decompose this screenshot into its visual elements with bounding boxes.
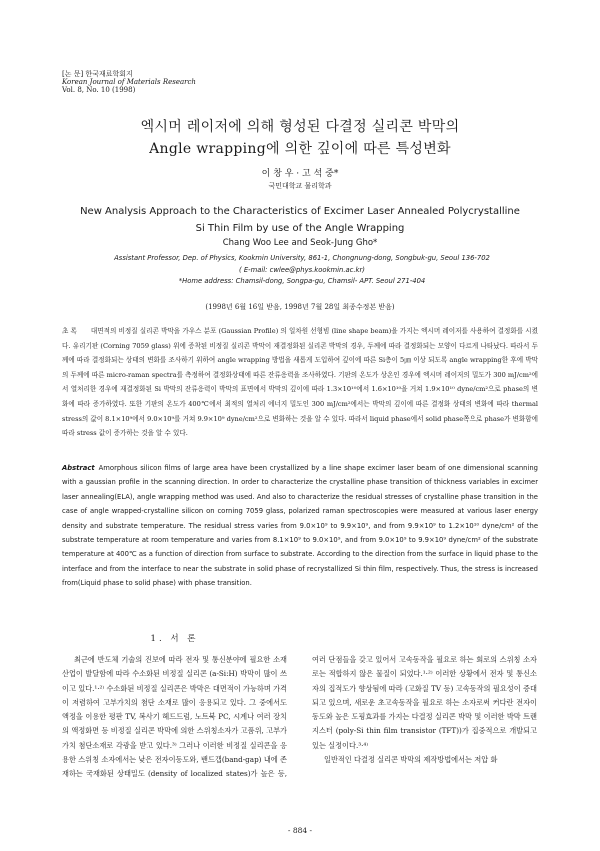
affiliation-english <box>62 253 542 288</box>
affiliation-email: ( E-mail: cwlee@phys.kookmin.ac.kr) <box>239 265 365 274</box>
journal-name-ko: [논 문] 한국재료학회지 <box>62 70 133 78</box>
journal-volume: Vol. 8, No. 10 (1998) <box>62 86 136 94</box>
authors-korean: 이 창 우 · 고 석 중* <box>261 169 339 179</box>
abstract-korean <box>62 324 538 441</box>
affiliation-english-line1: Assistant Professor, Dep. of Physics, Kookmin University, 861-1, Chongnung-dong, Songbuk-gu, Seoul 136-702 <box>114 254 490 262</box>
introduction-paragraph-2: 일반적인 다결정 실리콘 박막의 제작방법에서는 저압 화 <box>324 755 498 765</box>
introduction-body <box>62 653 537 823</box>
abstract-korean-text: 대면적의 비정질 실리콘 박막을 가우스 분포 (Gaussian Profile) 의 일차원 선형빔 (line shape beam)을 가지는 엑시머 레이저를 사용하여 결정화를 시켰다. 유리기판 (Corning 7059 glass) 위에 증착된 비정질 실리콘 박막이 재결정화된 실리콘 박막의 경우, 두께에 따라 결정화되는 모양이 다르게 나타났다. 따라서 두께에 따라 결정화되는 상태의 변화를 조사하기 위하여 angle wrapping 방법을 새롭게 도입하여 깊이에 따른 Si층이 5㎛ 이상 되도록 angle wrapping한 후에 박막의 두께에 따른 micro-raman spectra를 측정하여 결정화상태에 따른 잔류응력을 조사하였다. 기판의 온도가 상온인 경우에 엑시머 레이저의 밀도가 300 mJ/cm²에서 열처리한 경우에 재결정화된 Si 박막의 잔류응력이 박막의 표면에서 박막의 깊이에 따라 1.3×10¹⁰에서 1.6×10¹⁰을 거쳐 1.9×10¹⁰ dyne/cm²으로 phase의 변화에 따라 증가하였다. 또한 기판의 온도가 400℃에서 최적의 열처리 에너지 밀도인 300 mJ/cm²에서는 박막의 깊이에 따른 결정화 상태의 변화에 따라 thermal stress의 값이 8.1×10⁹에서 9.0×10⁹를 거쳐 9.9×10⁹ dyne/cm²으로 변화하는 것을 알 수 있다. 따라서 liquid phase에서 solid phase쪽으로 phase가 변화함에 따라 stress 값이 증가하는 것을 알 수 있다. <box>62 327 538 438</box>
title-korean-line2: Angle wrapping에 의한 깊이에 따른 특성변화 <box>149 141 451 157</box>
title-english-line1: New Analysis Approach to the Characteristics of Excimer Laser Annealed Polycrystalline <box>80 206 520 217</box>
affiliation-home-address: *Home address: Chamsil-dong, Songpa-gu, Chamsil- APT. Seoul 271-404 <box>178 277 426 285</box>
section-heading-introduction: 1. 서 론 <box>150 634 199 644</box>
affiliation-korean: 국민대학교 물리학과 <box>268 182 332 190</box>
authors-english: Chang Woo Lee and Seok-Jung Gho* <box>222 238 378 248</box>
abstract-english-text: Amorphous silicon films of large area have been crystallized by a line shape excimer laser beam of one dimensional scanning with a gaussian profile in the scanning direction. In order to characterize the crystalline phase transition of thickness variables in excimer laser annealing(ELA), angle wrapping method was used. And also to characterize the residual stresses of crystalline phase transition in the case of angle wrapped-crystalline silicon on corning 7059 glass, polarized raman spectroscopies were measured at various laser energy density and substrate temperature. The residual stress varies from 9.0×10⁹ to 9.9×10⁹, and from 9.9×10⁹ to 1.2×10¹⁰ dyne/cm² of the substrate temperature at room temperature and varies from 8.1×10⁹ to 9.0×10⁹, and from 9.0×10⁹ to 9.9×10⁹ dyne/cm² of the substrate temperature at 400℃ as a function of direction from surface to substrate. According to the direction from the surface in liquid phase to the interface and from the interface to near the substrate in solid phase of recrystallized Si thin film, respectively. Thus, the stress is increased from(Liquid phase to solid phase) with phase transition. <box>62 464 538 588</box>
title-korean <box>0 116 600 160</box>
introduction-paragraph-1: 최근에 반도체 기술의 진보에 따라 전자 및 통신분야에 필요한 소재산업이 발달함에 따라 수소화된 비정질 실리콘 (a-Si:H) 박막이 많이 쓰이고 있다.¹·²⁾ 수소화된 비정질 실리콘은 박막은 대면적이 가능하며 가격이 저렴하여 고부가치의 첨단 소재로 많이 응용되고 있다. 그 중에서도 액정을 이용한 평판 TV, 복사기 헤드드럼, 노트북 PC, 시계나 여러 장치의 액정화면 등 비정질 실리콘 박막에 의한 스위칭소자가 고품위, 고부가가치 첨단소재로 각광을 받고 있다.³⁾ 그러나 이러한 비정질 실리콘을 응용한 스위칭 소자에서는 낮은 전자이동도와, 밴드갭(band-gap) 내에 존재하는 국재화된 상태밀도 (density of localized states)가 높은 등, 여러 단점들을 갖고 있어서 고속동작을 필요로 하는 회로의 스위칭 소자로는 적합하지 않은 물질이 되었다.¹·²⁾ 이러한 상황에서 전자 및 통신소자의 집적도가 향상됨에 따라 (고화질 TV 등) 고속동작의 필요성이 증대되고 있으며, 새로운 초고속동작을 필요로 하는 소자로써 커다란 전자이동도와 높은 도핑효과를 가지는 다결정 실리콘 박막 및 이러한 박막 트랜지스터 (poly-Si thin film transistor (TFT))가 집중적으로 개발되고 있는 실정이다.³·⁴⁾ <box>62 655 537 779</box>
page-number: - 884 - <box>287 826 313 835</box>
journal-name-en: Korean Journal of Materials Research <box>62 78 196 86</box>
title-english-line2: Si Thin Film by use of the Angle Wrapping <box>195 223 405 234</box>
title-english <box>0 203 600 237</box>
abstract-english-label: Abstract <box>62 464 95 472</box>
title-korean-line1: 엑시머 레이저에 의해 형성된 다결정 실리콘 박막의 <box>140 119 460 135</box>
received-dates: (1998년 6월 16일 받음, 1998년 7월 28일 최종수정본 받음) <box>205 303 395 311</box>
abstract-korean-label: 초 록 <box>62 327 77 335</box>
journal-header <box>62 70 196 94</box>
abstract-english <box>62 461 538 591</box>
